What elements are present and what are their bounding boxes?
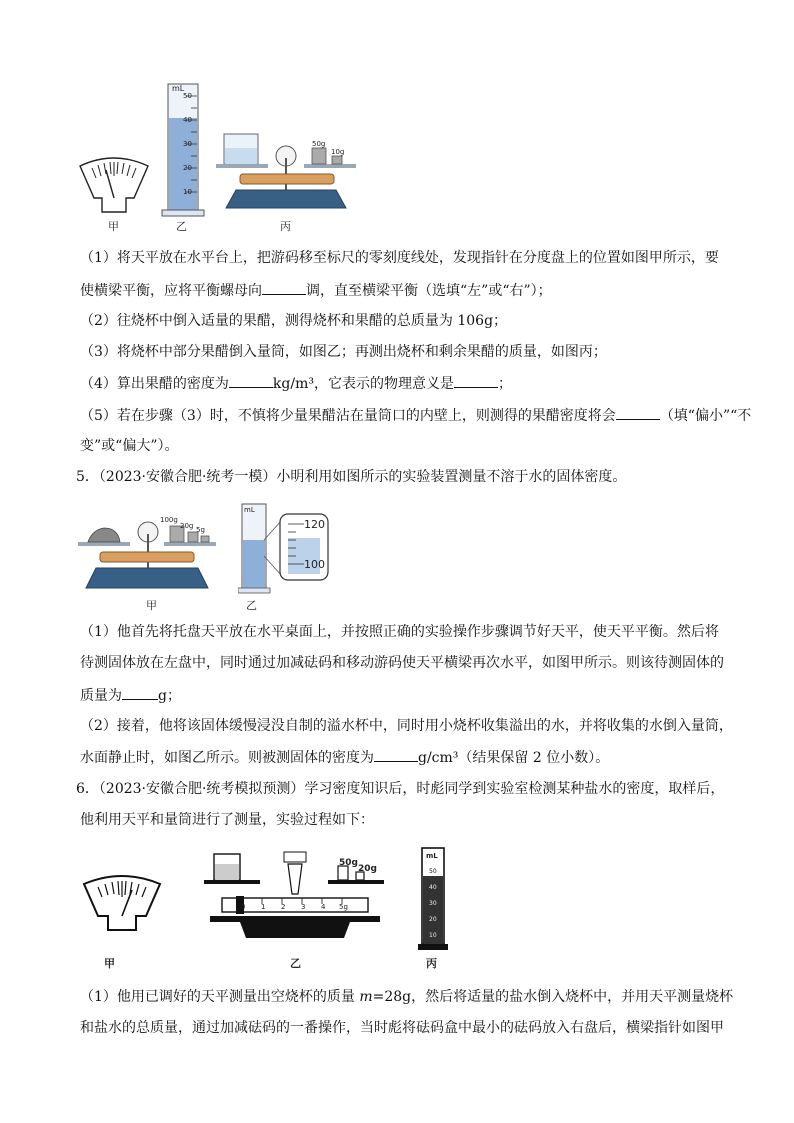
scale-tick: 5g [339, 903, 348, 911]
q6-part1-line2: 和盐水的总质量，通过加减砝码的一番操作，当时彪将砝码盒中最小的砝码放入右盘后，横梁指针如图甲 [80, 1020, 724, 1036]
scale-tick: 4 [321, 903, 326, 911]
caption-yi: 乙 [290, 957, 301, 970]
scale-tick: 2 [281, 903, 286, 911]
cyl-tick: 40 [429, 884, 437, 891]
scale-tick: 3 [301, 903, 306, 911]
graduated-cylinder-b [160, 82, 206, 218]
caption-yi: 乙 [246, 599, 257, 612]
cyl-tick: 10 [183, 188, 192, 196]
cyl-tick: 30 [183, 140, 192, 148]
cyl-unit: mL [244, 506, 255, 514]
cyl-unit: mL [172, 84, 185, 93]
q4-part2: （2）往烧杯中倒入适量的果醋，测得烧杯和果醋的总质量为 106g； [80, 313, 508, 329]
cylinder-zoom-q5 [238, 500, 334, 594]
cyl-tick: 50 [429, 868, 437, 875]
q4-part1-line1: （1）将天平放在水平台上，把游码移至标尺的零刻度线处，发现指针在分度盘上的位置如图甲所示，要 [80, 250, 719, 266]
zoom-tick: 120 [304, 518, 325, 531]
q5-part1-line2: 待测固体放在左盘中，同时通过加减砝码和移动游码使天平横梁再次水平，如图甲所示。则该待测固体的 [80, 655, 724, 671]
caption-jia: 甲 [104, 957, 115, 970]
weight-label: 20g [358, 864, 377, 874]
q5-part1-line1: （1）他首先将托盘天平放在水平桌面上，并按照正确的实验操作步骤调节好天平，使天平平衡。然后将 [80, 624, 719, 640]
answer-blank[interactable] [374, 747, 418, 762]
balance-figure-q6 [200, 848, 390, 942]
cyl-tick: 30 [429, 900, 437, 907]
q4-part4: （4）算出果醋的密度为 kg/m³，它表示的物理意义是 ； [80, 373, 512, 394]
q6-stem-line1: 6．（2023·安徽合肥·统考模拟预测）学习密度知识后，时彪同学到实验室检测某种盐水的密度，取样后， [76, 781, 725, 797]
q4-part5-line2: 变”或“偏大”）。 [80, 438, 179, 454]
cyl-tick: 10 [429, 932, 437, 939]
q5-part2-line1: （2）接着，他将该固体缓慢浸没自制的溢水杯中，同时用小烧杯收集溢出的水，并将收集的水倒入量筒， [80, 718, 733, 734]
weight-label: 100g [160, 516, 178, 524]
cyl-tick: 20 [429, 916, 437, 923]
scale-tick: 0 [241, 903, 246, 911]
q4-part3: （3）将烧杯中部分果醋倒入量筒，如图乙；再测出烧杯和剩余果醋的质量，如图丙； [80, 344, 607, 360]
balance-figure-c [212, 128, 360, 216]
q5-part1-line3: 质量为 g； [80, 685, 181, 706]
cyl-unit: mL [426, 852, 438, 860]
scale-tick: 1 [261, 903, 266, 911]
caption-bing: 丙 [426, 957, 437, 970]
caption-bing: 丙 [280, 220, 291, 233]
q4-part1-line2: 使横梁平衡，应将平衡螺母向 调，直至横梁平衡（选填“左”或“右”）； [80, 280, 552, 301]
weight-label: 10g [331, 148, 345, 156]
weight-label: 5g [196, 526, 205, 534]
answer-blank[interactable] [454, 373, 498, 388]
q4-part5-line1: （5）若在步骤（3）时，不慎将少量果醋沾在量筒口的内壁上，则测得的果醋密度将会 （填“偏小”“不 [80, 405, 751, 426]
weight-label: 20g [180, 522, 194, 530]
caption-jia: 甲 [108, 220, 119, 233]
answer-blank[interactable] [616, 405, 660, 420]
q6-part1-line1: （1）他用已调好的天平测量出空烧杯的质量 m=28g，然后将适量的盐水倒入烧杯中，并用天平测量烧杯 [80, 989, 734, 1005]
balance-figure-q5 [74, 510, 220, 594]
answer-blank[interactable] [229, 373, 273, 388]
weight-label: 50g [312, 140, 326, 148]
cyl-tick: 40 [183, 116, 192, 124]
cyl-tick: 50 [183, 92, 192, 100]
zoom-tick: 100 [304, 558, 325, 571]
cyl-tick: 20 [183, 164, 192, 172]
q5-part2-line2: 水面静止时，如图乙所示。则被测固体的密度为 g/cm³（结果保留 2 位小数）。 [80, 747, 609, 768]
caption-jia: 甲 [146, 599, 157, 612]
q5-stem: 5．（2023·安徽合肥·统考一模）小明利用如图所示的实验装置测量不溶于水的固体密度。 [76, 469, 627, 485]
answer-blank[interactable] [262, 280, 306, 295]
weight-label: 50g [339, 858, 358, 868]
dial-figure-a [76, 152, 152, 216]
caption-yi: 乙 [176, 220, 187, 233]
q6-stem-line2: 他利用天平和量筒进行了测量，实验过程如下： [80, 812, 374, 828]
dial-figure-q6 [80, 872, 164, 934]
answer-blank[interactable] [122, 685, 158, 700]
